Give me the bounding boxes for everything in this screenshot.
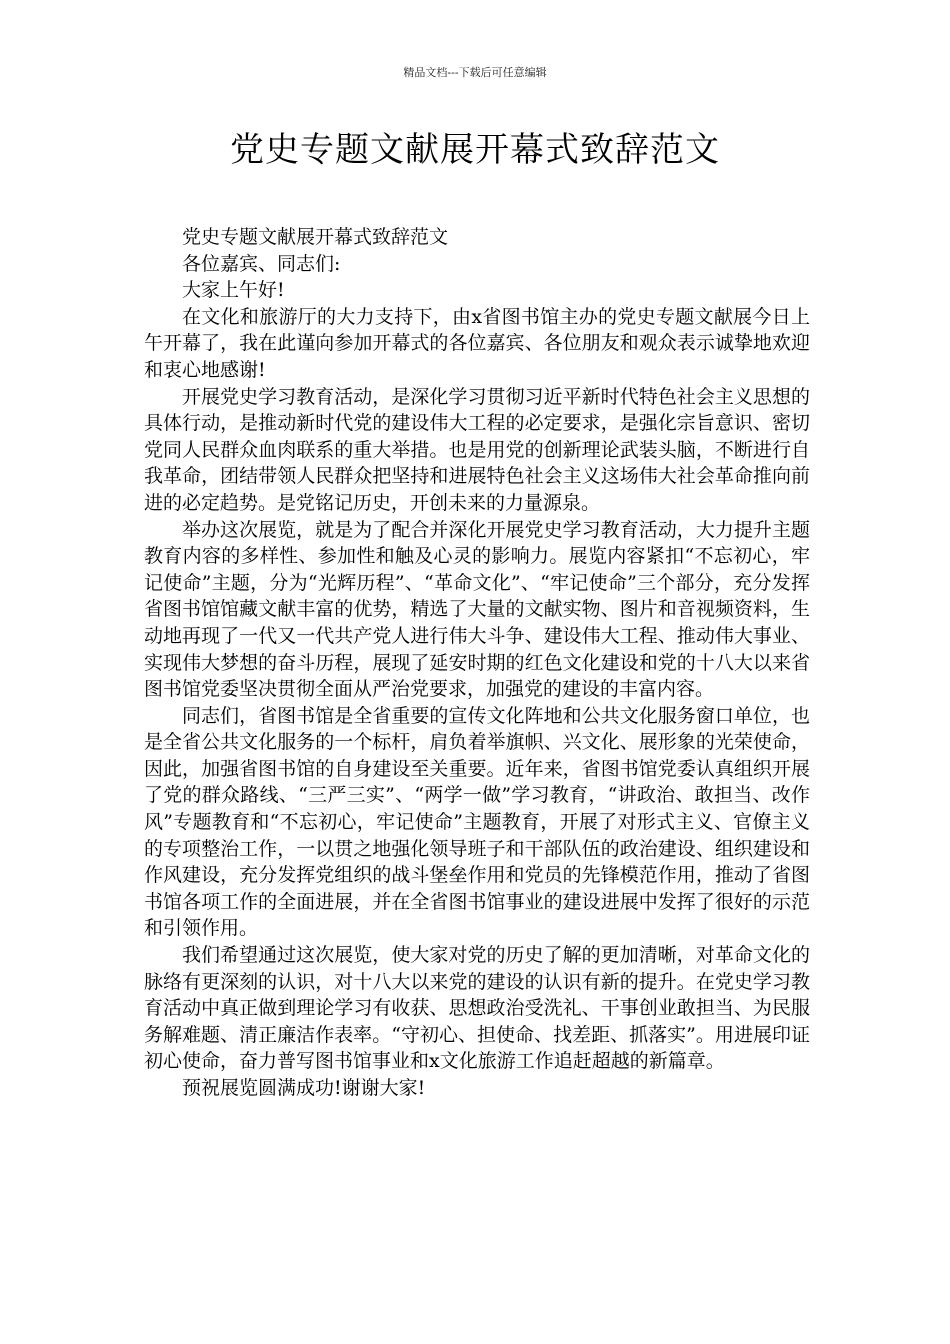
paragraph-subtitle: 党史专题文献展开幕式致辞范文 [182,226,449,248]
paragraph-salutation: 各位嘉宾、同志们: [182,252,341,275]
paragraph-exhibition-content: 举办这次展览，就是为了配合并深化开展党史学习教育活动，大力提升主题教育内容的多样性、参加性和触及心灵的影响力。展览内容紧扣“不忘初心，牢记使命”主题，分为“光辉历程”、“革命文化”、“牢记使命”三个部分，充分发挥省图书馆馆藏文献丰富的优势，精选了大量的文献实物、图片和音视频资料，生动地再现了一代又一代共产党人进行伟大斗争、建设伟大工程、推动伟大事业、实现伟大梦想的奋斗历程，展现了延安时期的红色文化建设和党的十八大以来省图书馆党委坚决贯彻全面从严治党要求，加强党的建设的丰富内容。 [144,518,810,701]
paragraph-hopes: 我们希望通过这次展览，使大家对党的历史了解的更加清晰，对革命文化的脉络有更深刻的认识，对十八大以来党的建设的认识有新的提升。在党史学习教育活动中真正做到理论学习有收获、思想政治受洗礼、干事创业敢担当、为民服务解难题、清正廉洁作表率。“守初心、担使命、找差距、抓落实”。用进展印证初心使命，奋力普写图书馆事业和x文化旅游工作追赶超越的新篇章。 [144,944,810,1073]
paragraph-opening: 在文化和旅游厅的大力支持下，由x省图书馆主办的党史专题文献展今日上午开幕了，我在此谨向参加开幕式的各位嘉宾、各位朋友和观众表示诚挚地欢迎和衷心地感谢! [144,305,810,381]
header-note: 精品文档---下载后可任意编辑 [403,66,547,79]
paragraph-closing: 预祝展览圆满成功!谢谢大家! [182,1077,426,1099]
document-title: 党史专题文献展开幕式致辞范文 [230,130,720,170]
paragraph-library-role: 同志们，省图书馆是全省重要的宣传文化阵地和公共文化服务窗口单位，也是全省公共文化服务的一个标杆，肩负着举旗帜、兴文化、展形象的光荣使命，因此，加强省图书馆的自身建设至关重要。近年来，省图书馆党委认真组织开展了党的群众路线、“三严三实”、“两学一做”学习教育，“讲政治、敢担当、改作风”专题教育和“不忘初心，牢记使命”主题教育，开展了对形式主义、官僚主义的专项整治工作，一以贯之地强化领导班子和干部队伍的政治建设、组织建设和作风建设，充分发挥党组织的战斗堡垒作用和党员的先锋模范作用，推动了省图书馆各项工作的全面进展，并在全省图书馆事业的建设进展中发挥了很好的示范和引领作用。 [144,704,810,940]
document-body [144,224,810,1102]
paragraph-greeting: 大家上午好! [182,279,285,302]
paragraph-significance: 开展党史学习教育活动，是深化学习贯彻习近平新时代特色社会主义思想的具体行动，是推动新时代党的建设伟大工程的必定要求，是强化宗旨意识、密切党同人民群众血肉联系的重大举措。也是用党的创新理论武装头脑，不断进行自我革命，团结带领人民群众把坚持和进展特色社会主义这场伟大社会革命推向前进的必定趋势。是党铭记历史，开创未来的力量源泉。 [144,385,810,514]
